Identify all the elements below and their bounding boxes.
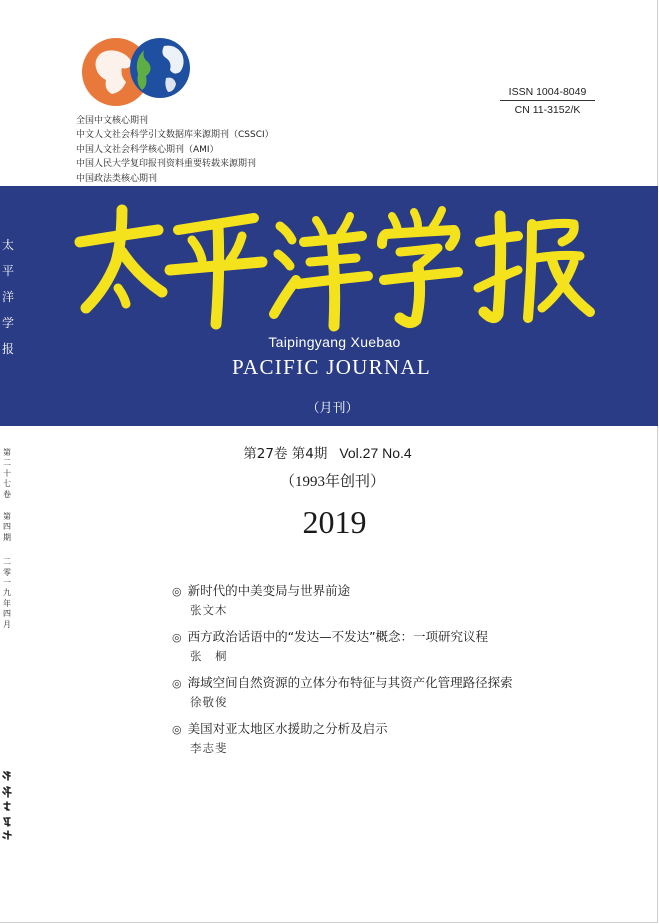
spine-char: 二 [3,557,11,567]
spine-char: 十 [3,468,11,478]
toc-item [172,627,632,664]
publication-year: 2019 [302,504,367,540]
double-circle-icon: ◎ [172,723,182,736]
spine-char: 卷 [3,489,11,499]
issn-block [500,86,595,116]
core-journal-list [76,114,274,186]
spine-char: 九 [3,588,11,598]
spine-char: 零 [3,567,11,577]
core-journal-item: 全国中文核心期刊 [76,116,149,126]
article-author: 徐敬俊 [190,695,228,709]
article-author: 李志斐 [190,741,228,755]
spine-char: 第 [3,448,11,457]
core-journal-item: 中国政法类核心期刊 [76,173,158,184]
issue-en: Vol.27 No.4 [339,445,412,461]
issn-divider [500,100,595,101]
toc-item [172,581,632,618]
frequency-label: （月刊） [306,401,359,416]
core-journal-item: 中文人文社会科学引文数据库来源期刊（CSSCI） [76,130,274,141]
article-title: 海域空间自然资源的立体分布特征与其资产化管理路径探索 [187,675,513,690]
spine-title-char: 洋 [1,290,14,304]
publisher-seal-icon [2,770,12,840]
title-english: PACIFIC JOURNAL [231,355,431,379]
spine-title-char: 平 [1,264,14,278]
core-journal-item: 中国人文社会科学核心期刊（AMI） [76,144,219,155]
double-circle-icon: ◎ [172,585,182,598]
double-circle-icon: ◎ [172,677,182,690]
spine-gap [2,543,12,557]
article-author: 张文木 [190,603,228,617]
founded-note: （1993年创刊） [279,474,385,490]
title-pinyin: Taipingyang Xuebao [268,334,401,350]
spine-char: 年 [3,598,11,608]
spine-char: 七 [3,479,11,489]
toc-item [172,673,632,710]
article-title: 美国对亚太地区水援助之分析及启示 [187,721,388,736]
spine-char: 一 [3,578,11,588]
cn-number: CN 11-3152/K [514,104,581,116]
double-circle-icon: ◎ [172,631,182,644]
spine-title-char: 太 [1,238,14,252]
table-of-contents [172,581,632,765]
globe-emblem-icon [76,34,196,110]
issue-cn: 第27卷 第4期 [243,446,328,462]
journal-title-calligraphy [66,196,596,336]
spine-char: 月 [3,619,11,629]
spine-char: 四 [3,609,11,619]
core-journal-item: 中国人民大学复印报刊资料重要转载来源期刊 [76,159,257,170]
article-title: 西方政治话语中的“发达—不发达”概念：一项研究议程 [187,629,489,644]
spine-char: 第 [3,512,11,522]
issn-number: ISSN 1004-8049 [508,86,587,98]
spine-char: 期 [3,532,11,542]
toc-item [172,719,632,756]
issue-info [0,442,659,462]
spine-char: 二 [3,458,11,468]
spine-title-char: 学 [1,316,14,330]
article-author: 张 桐 [190,649,228,663]
spine-title-char: 报 [1,342,14,356]
spine-char: 四 [3,522,11,532]
article-title: 新时代的中美变局与世界前途 [187,583,351,598]
